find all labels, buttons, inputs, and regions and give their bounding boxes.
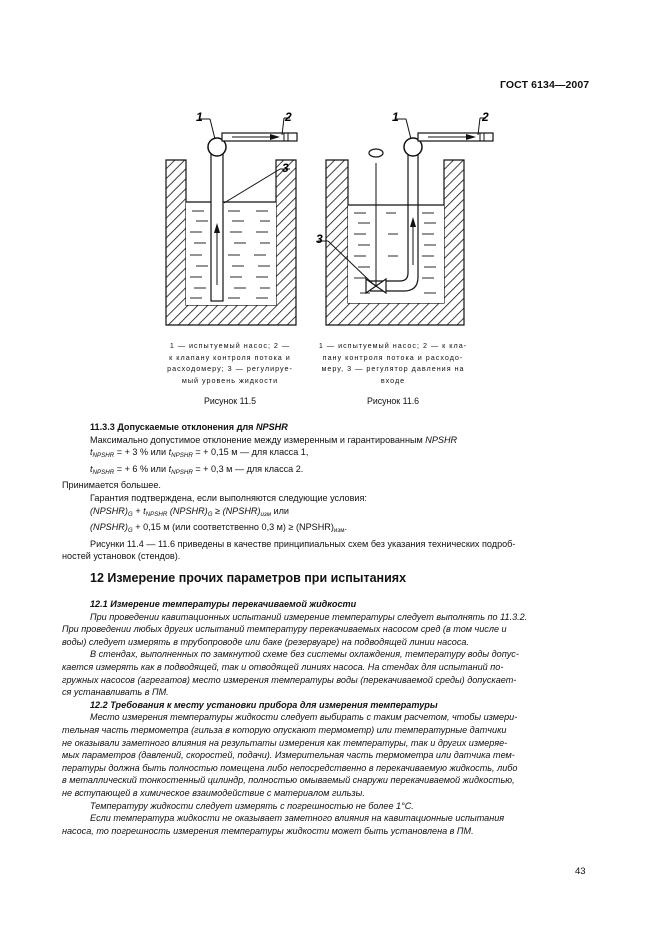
guarantee-conditions: Гарантия подтверждена, если выполняются следующие условия: bbox=[90, 492, 367, 503]
page-number: 43 bbox=[575, 866, 586, 877]
s121b-line: В стендах, выполненных по замкнутой схеме без системы охлаждения, температуру воды допус- bbox=[90, 649, 519, 660]
condition-formula-2: $(NPSHR)_G + 0,15$ м (или соответственно 0,3 $м) \ge (NPSHR)_{изм}$. bbox=[90, 522, 347, 535]
figures-note-line-1: Рисунки 11.4 — 11.6 приведены в качестве принципиальных схем без указания технических подроб- bbox=[90, 538, 516, 549]
s121-line: При проведении любых других испытаний температуру перекачиваемых насосом сред (в том числе и bbox=[62, 624, 507, 635]
s122-line: не вступающей в химическое взаимодействие с материалом гильзы. bbox=[62, 787, 365, 798]
fig5-label-1: 1 bbox=[196, 110, 203, 124]
section-11-3-3 bbox=[62, 421, 600, 563]
section-11-3-3-heading: 11.3.3 Допускаемые отклонения для NPSHR bbox=[90, 422, 288, 432]
fig6-label-2: 2 bbox=[482, 110, 489, 124]
figure-11-5-diagram bbox=[160, 105, 305, 337]
figure-11-5-caption: 1 — испытуемый насос; 2 — к клапану контроля потока и расходомеру; 3 — регулируе- мый уровень жидкости bbox=[167, 341, 293, 385]
s121-line: воды) следует измерять в трубопроводе или баке (резервуаре) на подводящей линии насоса. bbox=[62, 636, 469, 647]
max-deviation-text: Максимально допустимое отклонение между измеренным и гарантированным NPSHR bbox=[90, 434, 458, 445]
accepted-larger: Принимается большее. bbox=[62, 480, 161, 491]
figure-11-5-title: Рисунок 11.5 bbox=[203, 396, 257, 406]
section-12-body bbox=[62, 598, 600, 837]
fig6-label-3: 3 bbox=[316, 232, 323, 246]
fig6-label-1: 1 bbox=[392, 110, 399, 124]
s122-line: в металлический тонкостенный цилиндр, полностью омываемый снаружи перекачиваемой жидкостью, bbox=[62, 775, 515, 786]
fig5-label-2: 2 bbox=[285, 110, 292, 124]
s122-line: пературы должна быть полностью помещена либо непосредственно в перекачиваемую жидкость, либо bbox=[62, 762, 518, 773]
class2-tolerance: $t_{NPSHR}$ = + 6 % или $t_{NPSHR}$ = + 0,3 м — для класса 2. bbox=[90, 463, 304, 476]
figure-11-6-caption: 1 — испытуемый насос; 2 — к кла- пану контроля потока и расходо- меру, 3 — регулятор давления на входе bbox=[318, 341, 468, 385]
s121b-line: ся устанавливать в ПМ. bbox=[62, 687, 169, 698]
section-12-2-heading: 12.2 Требования к месту установки прибора для измерения температуры bbox=[90, 699, 438, 710]
s122-line: Место измерения температуры жидкости следует выбирать с таким расчетом, чтобы измери- bbox=[90, 712, 518, 723]
condition-formula-1: $(NPSHR)_G + t_{NPSHR}$ $(NPSHR)_G$ ≥ $(NPSHR)_{изм}$ или bbox=[90, 505, 289, 518]
section-12-heading: 12 Измерение прочих параметров при испытаниях bbox=[90, 571, 407, 585]
figure-11-6-diagram bbox=[310, 105, 495, 337]
figures-note-line-2: ностей установок (стендов). bbox=[62, 551, 181, 562]
s122-temperature-accuracy: Температуру жидкости следует измерять с погрешностью не более 1°С. bbox=[90, 800, 414, 811]
s122-line: мых параметров (давлений, скоростей, подачи). Измерительная часть термометра или датчика тем- bbox=[62, 750, 515, 761]
section-12-1-heading: 12.1 Измерение температуры перекачиваемой жидкости bbox=[90, 599, 357, 609]
s122-line: тельная часть термометра (гильза в которую опускают термометр) или температурные датчики bbox=[62, 724, 507, 735]
s122-last-line: Если температура жидкости не оказывает заметного влияния на кавитационные испытания bbox=[90, 813, 505, 824]
s122-line: не оказывали заметного влияния на результаты измерения как температуры, так и других измеряе- bbox=[62, 737, 508, 748]
s121-line: При проведении кавитационных испытаний измерение температуры следует выполнять по 11.3.2. bbox=[90, 611, 528, 622]
class1-tolerance: $t_{NPSHR}$ = + 3 % или $t_{NPSHR}$ = + 0,15 м — для класса 1, bbox=[90, 447, 309, 460]
fig5-label-3: 3 bbox=[282, 161, 289, 175]
s121b-line: кается измерять как в подводящей, так и отводящей линиях насоса. На стендах для испытаний по- bbox=[62, 661, 504, 672]
s121b-line: гружных насосов (агрегатов) место измерения температуры воды (перекачиваемой среды) допускает- bbox=[62, 674, 517, 685]
s122-last-line: насоса, то погрешность измерения температуры жидкости может быть установлена в ПМ. bbox=[62, 825, 474, 836]
figure-11-6-title: Рисунок 11.6 bbox=[366, 396, 420, 406]
standard-number: ГОСТ 6134—2007 bbox=[500, 79, 590, 91]
